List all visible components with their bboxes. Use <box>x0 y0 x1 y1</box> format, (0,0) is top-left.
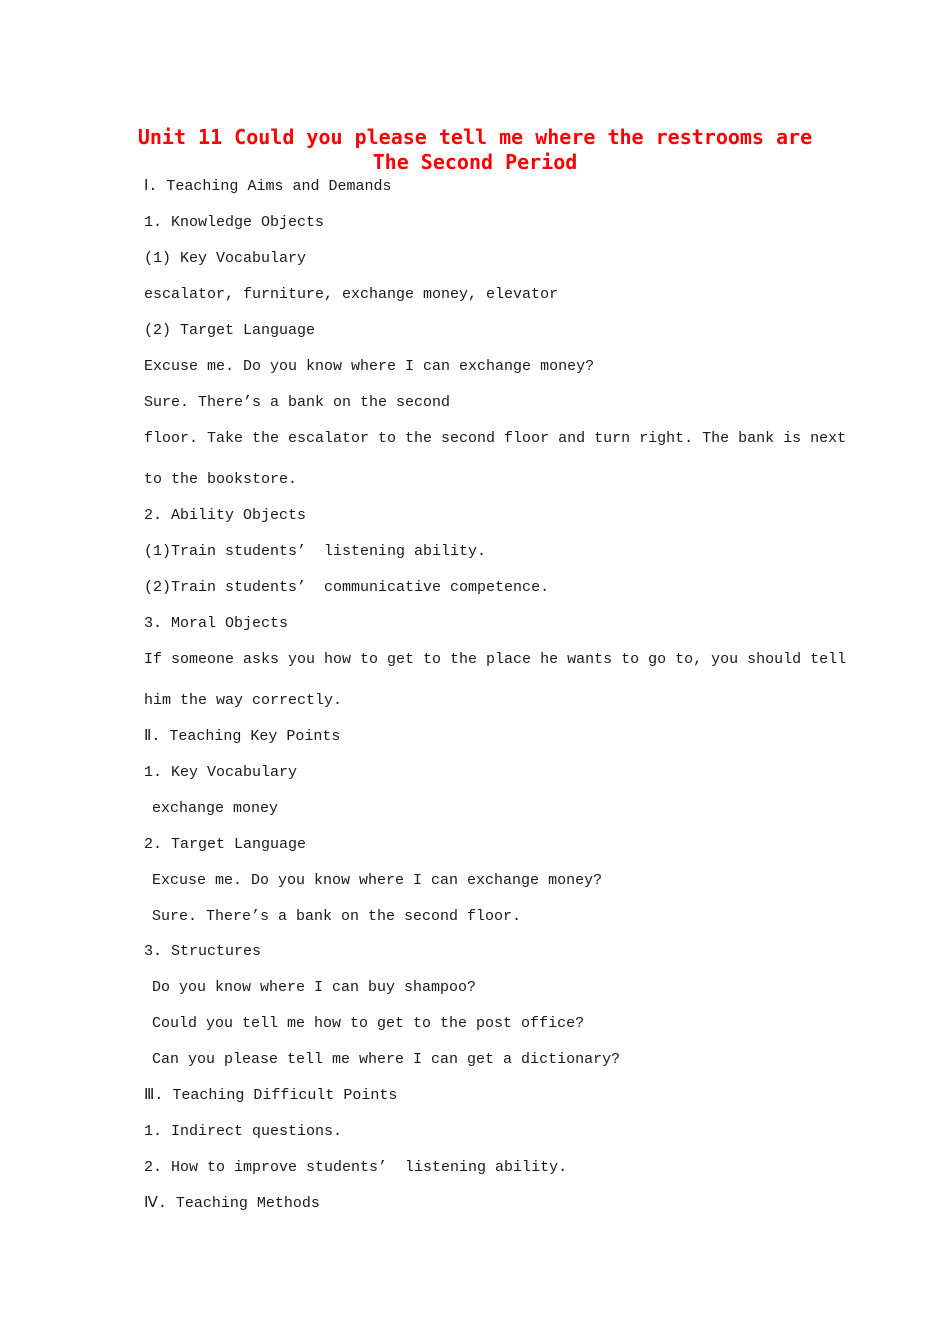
text-line: him the way correctly. <box>144 692 343 709</box>
text-line: floor. Take the escalator to the second floor and turn right. The bank is next <box>144 430 847 447</box>
text-line: Can you please tell me where I can get a dictionary? <box>152 1051 621 1068</box>
text-line: 1. Indirect questions. <box>144 1123 343 1140</box>
subheading-key-vocabulary: 1. Key Vocabulary <box>144 764 298 781</box>
document-subtitle: The Second Period <box>372 150 578 174</box>
text-line: (2)Train students’ communicative competence. <box>144 579 550 596</box>
section-heading-aims: Ⅰ. Teaching Aims and Demands <box>144 178 392 195</box>
subheading-ability-objects: 2. Ability Objects <box>144 507 307 524</box>
subheading-target-language: 2. Target Language <box>144 836 307 853</box>
text-line: Sure. There’s a bank on the second <box>144 394 451 411</box>
text-line: Sure. There’s a bank on the second floor. <box>152 908 522 925</box>
text-line: to the bookstore. <box>144 471 298 488</box>
text-line: (1)Train students’ listening ability. <box>144 543 487 560</box>
text-line: Excuse me. Do you know where I can exchange money? <box>152 872 603 889</box>
text-line: Do you know where I can buy shampoo? <box>152 979 477 996</box>
text-line: escalator, furniture, exchange money, elevator <box>144 286 559 303</box>
text-line: Excuse me. Do you know where I can exchange money? <box>144 358 595 375</box>
text-line: exchange money <box>152 800 279 817</box>
section-heading-difficult-points: Ⅲ. Teaching Difficult Points <box>144 1087 398 1104</box>
subheading-moral-objects: 3. Moral Objects <box>144 615 289 632</box>
subheading-knowledge-objects: 1. Knowledge Objects <box>144 214 325 231</box>
section-heading-teaching-methods: Ⅳ. Teaching Methods <box>144 1195 320 1212</box>
section-heading-key-points: Ⅱ. Teaching Key Points <box>144 728 341 745</box>
document-title: Unit 11 Could you please tell me where the restrooms are <box>137 125 813 149</box>
subheading-structures: 3. Structures <box>144 943 262 960</box>
subheading-target-language: (2) Target Language <box>144 322 316 339</box>
subheading-key-vocabulary: (1) Key Vocabulary <box>144 250 307 267</box>
text-line: If someone asks you how to get to the place he wants to go to, you should tell <box>144 651 847 668</box>
text-line: 2. How to improve students’ listening ability. <box>144 1159 568 1176</box>
text-line: Could you tell me how to get to the post office? <box>152 1015 585 1032</box>
